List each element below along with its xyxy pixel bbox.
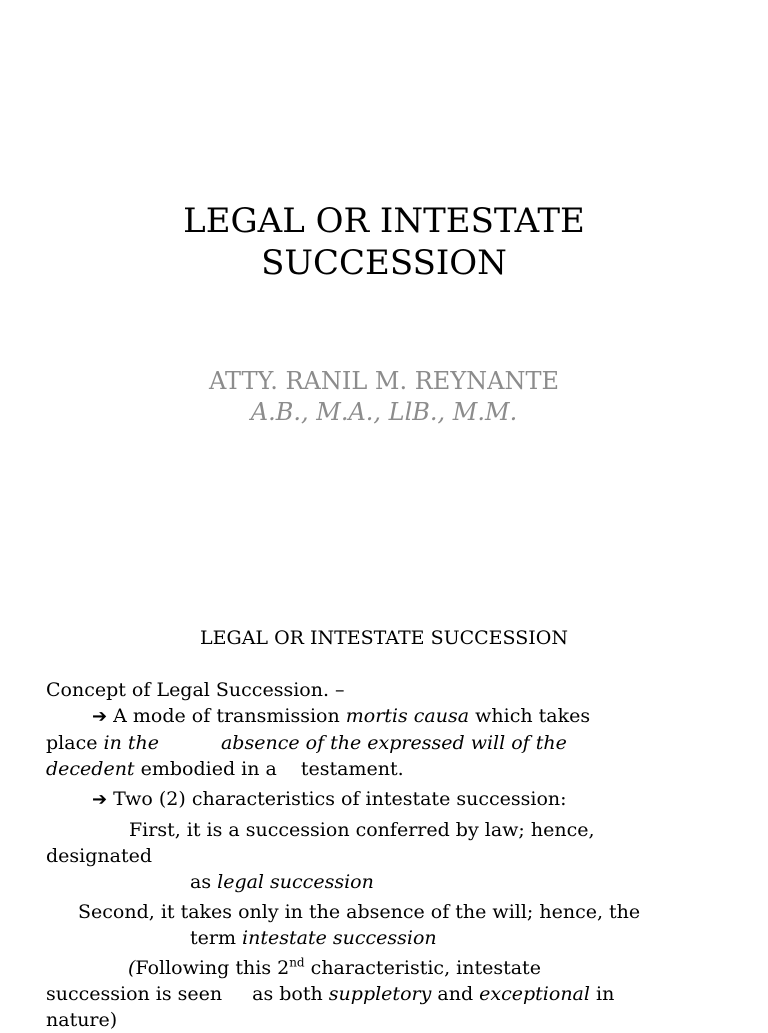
first-characteristic-line-2: designated: [46, 845, 153, 867]
note-line-1: (Following this 2nd characteristic, intestate: [128, 955, 541, 979]
bullet-1-line-3: decedent embodied in a testament.: [46, 758, 404, 780]
note-line-2: succession is seen as both suppletory and exceptional in: [46, 983, 615, 1005]
bullet-2: ➔ Two (2) characteristics of intestate succession:: [92, 788, 567, 810]
concept-label: Concept of Legal Succession. –: [46, 679, 345, 701]
second-characteristic-line-1: Second, it takes only in the absence of the will; hence, the: [78, 901, 641, 923]
author-name: ATTY. RANIL M. REYNANTE: [208, 367, 560, 395]
arrow-right-icon: ➔: [92, 706, 108, 727]
content-slide: [0, 590, 768, 1031]
arrow-right-icon: ➔: [92, 789, 108, 810]
author-credentials: A.B., M.A., LlB., M.M.: [250, 398, 518, 426]
title-line-2: SUCCESSION: [261, 243, 507, 283]
section-heading: LEGAL OR INTESTATE SUCCESSION: [200, 627, 568, 649]
second-characteristic-line-2: term intestate succession: [190, 927, 437, 949]
slide-body: [46, 677, 736, 1033]
first-characteristic-line-3: as legal succession: [190, 871, 374, 893]
bullet-1-line-1: ➔ A mode of transmission mortis causa which takes: [92, 705, 591, 727]
term-legal-succession: legal succession: [217, 871, 374, 893]
presentation-title: [0, 200, 768, 284]
title-line-1: LEGAL OR INTESTATE: [183, 201, 585, 241]
term-intestate-succession: intestate succession: [242, 927, 437, 949]
author-block: [0, 366, 768, 428]
first-characteristic-line-1: First, it is a succession conferred by law; hence,: [129, 819, 595, 841]
bullet-1-line-2: place in the absence of the expressed will of the: [46, 732, 567, 754]
note-line-3: nature): [46, 1009, 118, 1031]
term-mortis-causa: mortis causa: [345, 705, 470, 727]
